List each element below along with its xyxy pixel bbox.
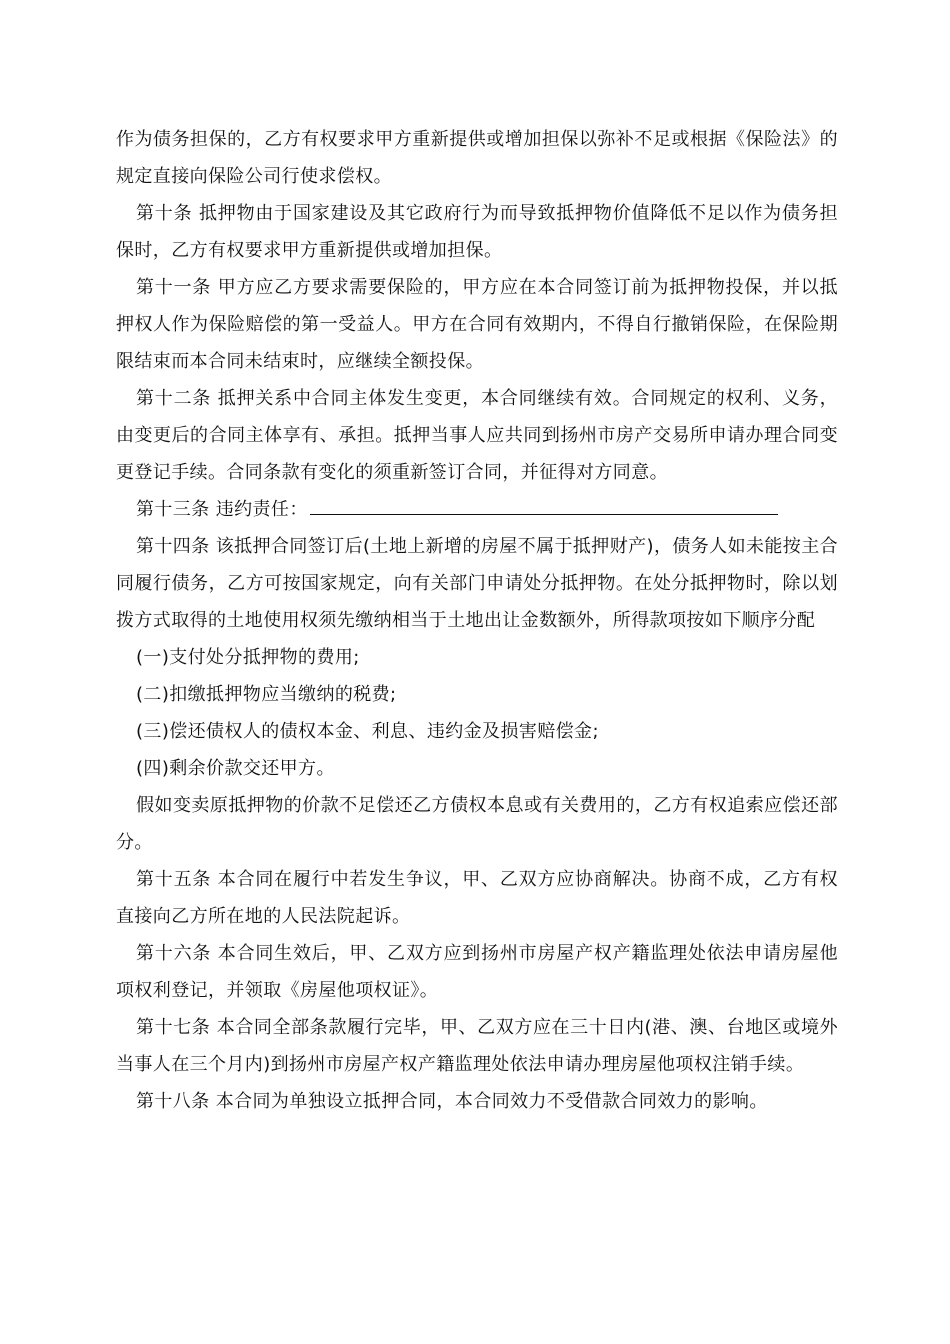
article-17: 第十七条 本合同全部条款履行完毕，甲、乙双方应在三十日内(港、澳、台地区或境外当事人在三个月内)到扬州市房屋产权产籍监理处依法申请办理房屋他项权注销手续。	[116, 1017, 838, 1075]
article-10: 第十条 抵押物由于国家建设及其它政府行为而导致抵押物价值降低不足以作为债务担保时，乙方有权要求甲方重新提供或增加担保。	[116, 203, 838, 261]
article-11: 第十一条 甲方应乙方要求需要保险的，甲方应在本合同签订前为抵押物投保，并以抵押权人作为保险赔偿的第一受益人。甲方在合同有效期内，不得自行撤销保险，在保险期限结束而本合同未结束时，应继续全额投保。	[116, 277, 838, 372]
article-18: 第十八条 本合同为单独设立抵押合同，本合同效力不受借款合同效力的影响。	[136, 1091, 768, 1112]
article-13-label: 第十三条 违约责任：	[136, 499, 308, 520]
distribution-item-1: (一)支付处分抵押物的费用;	[136, 647, 360, 668]
fill-in-blank-line	[310, 497, 778, 515]
article-15: 第十五条 本合同在履行中若发生争议，甲、乙双方应协商解决。协商不成，乙方有权直接向乙方所在地的人民法院起诉。	[116, 869, 838, 927]
distribution-item-4: (四)剩余价款交还甲方。	[136, 758, 335, 779]
distribution-item-3: (三)偿还债权人的债权本金、利息、违约金及损害赔偿金;	[136, 721, 599, 742]
article-14: 第十四条 该抵押合同签订后(土地上新增的房屋不属于抵押财产)，债务人如未能按主合同履行债务，乙方可按国家规定，向有关部门申请处分抵押物。在处分抵押物时，除以划拨方式取得的土地使用权须先缴纳相当于土地出让金数额外，所得款项按如下顺序分配	[116, 536, 838, 631]
paragraph-insurance-claim: 作为债务担保的，乙方有权要求甲方重新提供或增加担保以弥补不足或根据《保险法》的规定直接向保险公司行使求偿权。	[116, 129, 838, 187]
distribution-item-2: (二)扣缴抵押物应当缴纳的税费;	[136, 684, 397, 705]
article-16: 第十六条 本合同生效后，甲、乙双方应到扬州市房屋产权产籍监理处依法申请房屋他项权利登记，并领取《房屋他项权证》。	[116, 943, 838, 1001]
document-body	[116, 121, 838, 1120]
article-12: 第十二条 抵押关系中合同主体发生变更，本合同继续有效。合同规定的权利、义务，由变更后的合同主体享有、承担。抵押当事人应共同到扬州市房产交易所申请办理合同变更登记手续。合同条款有变化的须重新签订合同，并征得对方同意。	[116, 388, 838, 483]
article-13	[116, 491, 838, 528]
paragraph-shortfall-recovery: 假如变卖原抵押物的价款不足偿还乙方债权本息或有关费用的，乙方有权追索应偿还部分。	[116, 795, 838, 853]
